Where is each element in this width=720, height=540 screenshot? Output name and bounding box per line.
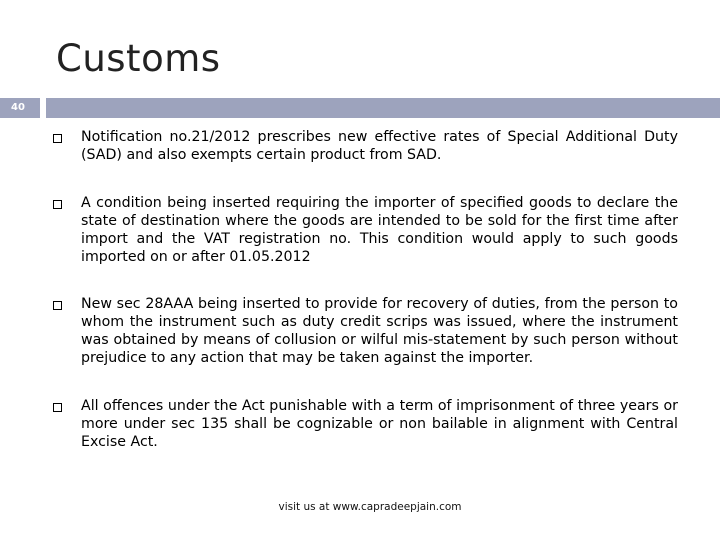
checkbox-bullet-icon [53,301,62,310]
checkbox-bullet-icon [53,403,62,412]
page-number: 40 [11,102,25,113]
bullet-text: A condition being inserted requiring the importer of specified goods to declare the state of destination where the goods are intended to be sold for the first time after import and the VAT registration no. This condition would apply to such goods imported on or after 01.05.2012 [81,195,678,265]
bullet-text: Notification no.21/2012 prescribes new effective rates of Special Additional Duty (SAD) and also exempts certain product from SAD. [81,129,678,163]
checkbox-bullet-icon [53,200,62,209]
bullet-text: All offences under the Act punishable with a term of imprisonment of three years or more under sec 135 shall be cognizable or non bailable in alignment with Central Excise Act. [81,398,678,450]
checkbox-bullet-icon [53,134,62,143]
slide-title: Customs [56,37,221,80]
footer-link-text: visit us at www.capradeepjain.com [278,501,462,513]
bullet-text: New sec 28AAA being inserted to provide for recovery of duties, from the person to whom the instrument such as duty credit scrips was issued, where the instrument was obtained by means of collusion or wilful mis-statement by such person without prejudice to any action that may be taken against the importer. [81,296,678,366]
